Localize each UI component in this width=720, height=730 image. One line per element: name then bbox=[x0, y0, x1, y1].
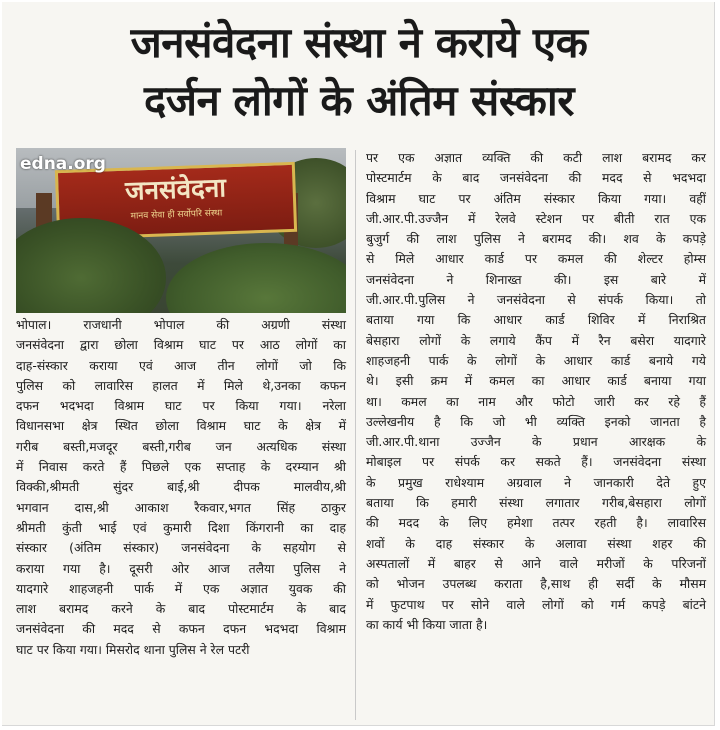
article-text-line: बुजुर्ग की लाश पुलिस ने बरामद की। शव के कपड़े bbox=[366, 231, 706, 247]
article-text-line: को भोजन उपलब्ध कराता है,साथ ही सर्दी के मौसम bbox=[366, 576, 706, 592]
headline bbox=[8, 14, 710, 130]
article-photo bbox=[16, 148, 346, 313]
article-text-line: यादगारे शाहजहनी पार्क में एक अज्ञात युवक की bbox=[16, 580, 346, 596]
article-text-line: बेसहारा लोगों के लगाये कैंप में रैन बसेरा यादगारे bbox=[366, 332, 706, 348]
article-text-line: जी.आर.पी.उज्जैन में रेलवे स्टेशन पर बीती रात एक bbox=[366, 210, 706, 226]
article-text-line: जी.आर.पी.थाना उज्जैन के प्रधान आरक्षक के bbox=[366, 434, 706, 450]
article-text-line: जी.आर.पी.पुलिस ने जनसंवेदना से संपर्क किया। तो bbox=[366, 292, 706, 308]
article-text-line: का कार्य भी किया जाता है। bbox=[366, 616, 488, 632]
article-text-line: भोपाल। राजधानी भोपाल की अग्रणी संस्था bbox=[16, 317, 346, 332]
article-text-line: शाहजहनी पार्क के लोगों के आधार कार्ड बनाये गये bbox=[366, 352, 706, 368]
article-text-line: बताया गया कि आधार कार्ड शिविर में निराश्रित bbox=[366, 312, 706, 328]
article-text-line: जनसंवेदना की मदद से कफन दफन भदभदा विश्राम bbox=[16, 621, 346, 637]
article-text-line: विश्राम घाट पर अंतिम संस्कार किया गया। वहीं bbox=[366, 190, 706, 206]
article-right-column bbox=[366, 148, 706, 635]
article-text-line: में निवास करते हैं पिछले एक सप्ताह के दरम्यान श्री bbox=[16, 459, 346, 475]
article-text-line: दफन भदभदा विश्राम घाट पर किया गया। नरेला bbox=[16, 398, 346, 414]
article-text-line: घाट पर किया गया। मिसरोद थाना पुलिस ने रेल पटरी bbox=[16, 641, 250, 657]
article-text-line: था। कमल का नाम और फोटो जारी कर रहे हैं bbox=[366, 393, 706, 409]
article-text-line: लाश बरामद करने के बाद पोस्टमार्टम के बाद bbox=[16, 601, 346, 617]
article-text-line: पोस्टमार्टम के बाद जनसंवेदना की मदद से भदभदा bbox=[366, 170, 706, 186]
article-left-column bbox=[16, 315, 346, 660]
article-text-line: में फुटपाथ पर सोने वाले लोगों को गर्म कपड़े बांटने bbox=[366, 596, 706, 612]
headline-line-2: दर्जन लोगों के अंतिम संस्कार bbox=[144, 76, 574, 125]
photo-watermark: edna.org bbox=[20, 154, 106, 174]
article-text-line: थे। इसी क्रम में कमल का आधार कार्ड बनाया गया bbox=[366, 373, 706, 389]
article-text-line: के प्रमुख राधेश्याम अग्रवाल ने जानकारी देते हुए bbox=[366, 474, 706, 490]
headline-line-1: जनसंवेदना संस्था ने कराये एक bbox=[130, 18, 588, 67]
article-text-line: से मिले आधार कार्ड पर कमल की शेल्टर होम्स bbox=[366, 251, 706, 267]
article-text-line: संस्कार (अंतिम संस्कार) जनसंवेदना के सहयोग से bbox=[16, 540, 346, 556]
article-text-line: मोबाइल पर संपर्क कर सकते हैं। जनसंवेदना संस्था bbox=[366, 454, 706, 470]
article-text-line: विधानसभा क्षेत्र स्थित छोला विश्राम घाट के क्षेत्र में bbox=[16, 418, 346, 434]
article-text-line: अस्पतालों में बाहर से आने वाले मरीजों के परिजनों bbox=[366, 555, 706, 571]
article-text-line: बताया कि हमारी संस्था लगातार गरीब,बेसहारा लोगों bbox=[366, 495, 706, 511]
article-text-line: श्रीमती कुंती भाई एवं कुमारी दिशा किंगरानी का दाह bbox=[16, 519, 346, 535]
article-text-line: दाह-संस्कार कराया एवं आज तीन लोगों जो कि bbox=[16, 357, 346, 373]
column-divider bbox=[355, 150, 356, 720]
article-text-line: जनसंवेदना ने शिनाख्त की। इस बारे में bbox=[366, 271, 706, 287]
signboard-subtitle: मानव सेवा ही सर्वोपरि संस्था bbox=[130, 208, 223, 222]
article-text-line: पुलिस को लावारिस हालत में मिले थे,उनका कफन bbox=[16, 377, 346, 393]
article-text-line: की मदद के लिए हमेशा तत्पर रहती है। लावारिस bbox=[366, 515, 706, 531]
article-text-line: कराया गया है। दूसरी ओर आज तलैया पुलिस ने bbox=[16, 560, 346, 576]
signboard-title: जनसंवेदना bbox=[124, 173, 227, 207]
article-text-line: पर एक अज्ञात व्यक्ति की कटी लाश बरामद कर bbox=[366, 150, 706, 165]
newspaper-clipping bbox=[2, 2, 715, 726]
article-text-line: विक्की,श्रीमती सुंदर बाई,श्री दीपक मालवीय,श्री bbox=[16, 479, 346, 495]
article-text-line: जनसंवेदना द्वारा छोला विश्राम घाट पर आठ लोगों का bbox=[16, 337, 346, 353]
article-text-line: शवों के दाह संस्कार के अलावा संस्था शहर की bbox=[366, 535, 706, 551]
article-text-line: भगवान दास,श्री आकाश रैकवार,भगत सिंह ठाकुर bbox=[16, 499, 346, 515]
article-text-line: गरीब बस्ती,मजदूर बस्ती,गरीब जन अत्यधिक संस्था bbox=[16, 438, 346, 454]
photo-tree bbox=[166, 243, 346, 313]
article-text-line: उल्लेखनीय है कि जो भी व्यक्ति इनको जानता है bbox=[366, 413, 706, 429]
